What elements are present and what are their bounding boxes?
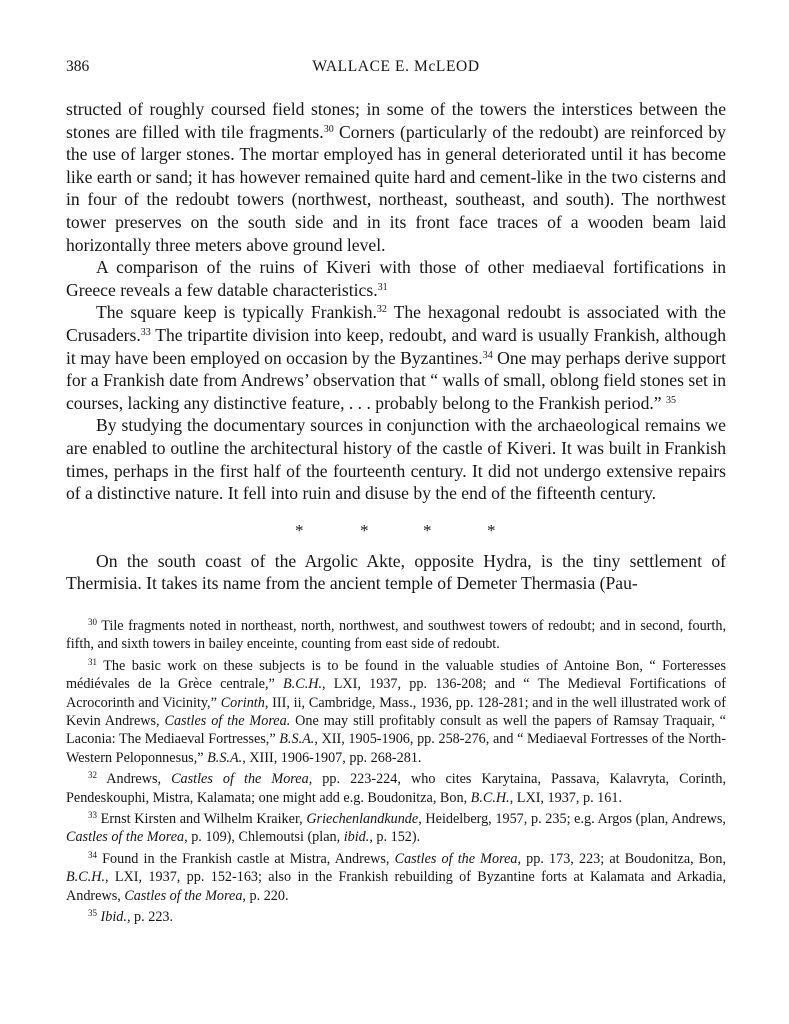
footnote-text: , p. 223. bbox=[126, 908, 174, 925]
body-text bbox=[66, 98, 726, 595]
footnote-text: , Heidelberg, 1957, p. 235; e.g. Argos (plan, Andrews, bbox=[418, 810, 726, 827]
footnote-text: , pp. 173, 223; at Boudonitza, Bon, bbox=[517, 850, 726, 867]
footnote-text: , pp. 223-224, who cites Karytaina, Passava, Kalavryta, Corinth, Pendeskouphi, Mistra, Kalamata; one might add e.g. Boudonitza, Bon, bbox=[66, 771, 726, 806]
paragraph-4: By studying the documentary sources in conjunction with the archaeological remains we are enabled to outline the architectural history of the castle of Kiveri. It was built in Frankish times, perhaps in the first half of the fourteenth century. It did not undergo extensive repairs of a distinctive nature. It fell into ruin and disuse by the end of the fifteenth century. bbox=[66, 415, 726, 504]
footnote-text: , III, ii, Cambridge, Mass., 1936, pp. 128-281; and in the well illustrated work of Kevin Andrews, bbox=[66, 694, 726, 729]
footnote-number: 31 bbox=[88, 656, 97, 667]
paragraph-3 bbox=[66, 301, 726, 414]
citation-title: Castles of the Morea bbox=[171, 771, 309, 788]
citation-title: B.S.A. bbox=[279, 731, 315, 748]
citation-title: ibid. bbox=[343, 829, 370, 846]
text-run: The tripartite division into keep, redoubt, and ward is usually Frankish, although it may have been employed on occasion by the Byzantines. bbox=[66, 324, 726, 368]
footnote-number: 30 bbox=[88, 616, 97, 627]
section-star: * bbox=[360, 520, 369, 540]
footnote-number: 32 bbox=[88, 770, 97, 781]
footnote-text: , p. 109), Chlemoutsi (plan, bbox=[184, 829, 344, 846]
footnote-text: , p. 152). bbox=[369, 829, 421, 846]
footnote-ref-35: 35 bbox=[665, 394, 676, 406]
citation-title: Castles of the Morea bbox=[66, 829, 185, 846]
footnote-text: , XIII, 1906-1907, pp. 268-281. bbox=[242, 749, 422, 766]
footnote-text: One may still profitably consult as well the papers of Ramsay Traquair, “ Laconia: The Mediaeval Fortresses,” bbox=[66, 712, 726, 748]
footnote-32 bbox=[66, 770, 726, 807]
paragraph-2 bbox=[66, 256, 726, 301]
section-break bbox=[66, 509, 726, 549]
citation-title: Castles of the Morea bbox=[394, 850, 518, 867]
citation-title: Ibid. bbox=[100, 908, 127, 925]
citation-title: B.C.H. bbox=[66, 869, 106, 886]
footnote-number: 34 bbox=[88, 849, 97, 860]
footnote-number: 35 bbox=[88, 907, 97, 918]
page-header bbox=[66, 58, 726, 82]
paragraph-1 bbox=[66, 98, 726, 256]
footnote-text: , LXI, 1937, p. 161. bbox=[509, 789, 622, 806]
text-run: structed of roughly coursed field stones; in some of the towers the interstices between the stones are filled with tile fragments. bbox=[66, 99, 726, 142]
section-star: * bbox=[423, 520, 432, 540]
footnote-text: , p. 220. bbox=[242, 887, 289, 904]
section-star: * bbox=[487, 520, 496, 540]
footnote-text: , LXI, 1937, pp. 136-208; and “ The Medieval Fortifications of Acrocorinth and Vicinity,” bbox=[66, 676, 726, 711]
footnote-ref-33: 33 bbox=[140, 326, 151, 338]
citation-title: B.C.H. bbox=[283, 676, 323, 693]
page bbox=[66, 58, 726, 929]
footnote-separator bbox=[66, 595, 726, 617]
text-run: The hexagonal redoubt is associated with the Crusaders. bbox=[66, 302, 726, 345]
footnote-text: , LXI, 1937, pp. 152-163; also in the Frankish rebuilding of Byzantine forts at Kalamata and Arkadia, Andrews, bbox=[66, 869, 726, 904]
citation-title: B.S.A. bbox=[207, 749, 243, 766]
footnote-33 bbox=[66, 810, 726, 847]
section-star: * bbox=[295, 520, 304, 540]
paragraph-5: On the south coast of the Argolic Akte, opposite Hydra, is the tiny settlement of Thermisia. It takes its name from the ancient temple of Demeter Thermasia (Pau- bbox=[66, 550, 726, 594]
citation-title: B.C.H. bbox=[470, 789, 510, 806]
footnote-ref-34: 34 bbox=[482, 349, 493, 361]
footnote-30 bbox=[66, 617, 726, 654]
footnote-text: Andrews, bbox=[97, 771, 172, 788]
footnote-text: The basic work on these subjects is to be found in the valuable studies of Antoine Bon, “ Forteresses médiévales de la Grèce centrale,” bbox=[66, 657, 726, 693]
footnotes bbox=[66, 617, 726, 927]
footnote-text: Tile fragments noted in northeast, north, northwest, and southwest towers of redoubt; and in second, fourth, fifth, and sixth towers in bailey enceinte, counting from east side of redoubt. bbox=[66, 617, 726, 653]
text-run: A comparison of the ruins of Kiveri with those of other mediaeval fortifications in Greece reveals a few datable characteristics. bbox=[66, 257, 726, 300]
footnote-text: Found in the Frankish castle at Mistra, Andrews, bbox=[97, 850, 395, 867]
text-run: One may perhaps derive support for a Frankish date from Andrews’ observation that “ walls of small, oblong field stones set in courses, lacking any distinctive feature, . . . probably belong to the Frankish period.” bbox=[66, 347, 726, 413]
footnote-ref-32: 32 bbox=[376, 304, 387, 316]
footnote-31 bbox=[66, 657, 726, 767]
citation-title: Corinth bbox=[220, 694, 265, 711]
footnote-34 bbox=[66, 850, 726, 905]
footnote-35 bbox=[66, 908, 726, 926]
running-head: WALLACE E. McLEOD bbox=[312, 58, 480, 75]
citation-title: Griechenlandkunde bbox=[306, 810, 419, 827]
citation-title: Castles of the Morea bbox=[124, 887, 243, 904]
footnote-ref-30: 30 bbox=[323, 123, 334, 135]
footnote-number: 33 bbox=[88, 809, 97, 820]
text-run: The square keep is typically Frankish. bbox=[96, 302, 377, 323]
footnote-text: , XII, 1905-1906, pp. 258-276, and “ Mediaeval Fortresses of the North-Western Peloponnesus,” bbox=[66, 731, 726, 766]
footnote-ref-31: 31 bbox=[377, 281, 388, 293]
citation-title: Castles of the Morea. bbox=[164, 712, 291, 729]
page-number: 386 bbox=[66, 58, 90, 75]
text-run: Corners (particularly of the redoubt) are reinforced by the use of larger stones. The mortar employed has in general deteriorated until it has become like earth or sand; it has however remained quite hard and cement-like in the two cisterns and in four of the redoubt towers (northwest, northeast, southeast, and south). The northwest tower preserves on the south side and in its front face traces of a wooden beam laid horizontally three meters above ground level. bbox=[66, 121, 726, 255]
footnote-text: Ernst Kirsten and Wilhelm Kraiker, bbox=[97, 810, 307, 827]
